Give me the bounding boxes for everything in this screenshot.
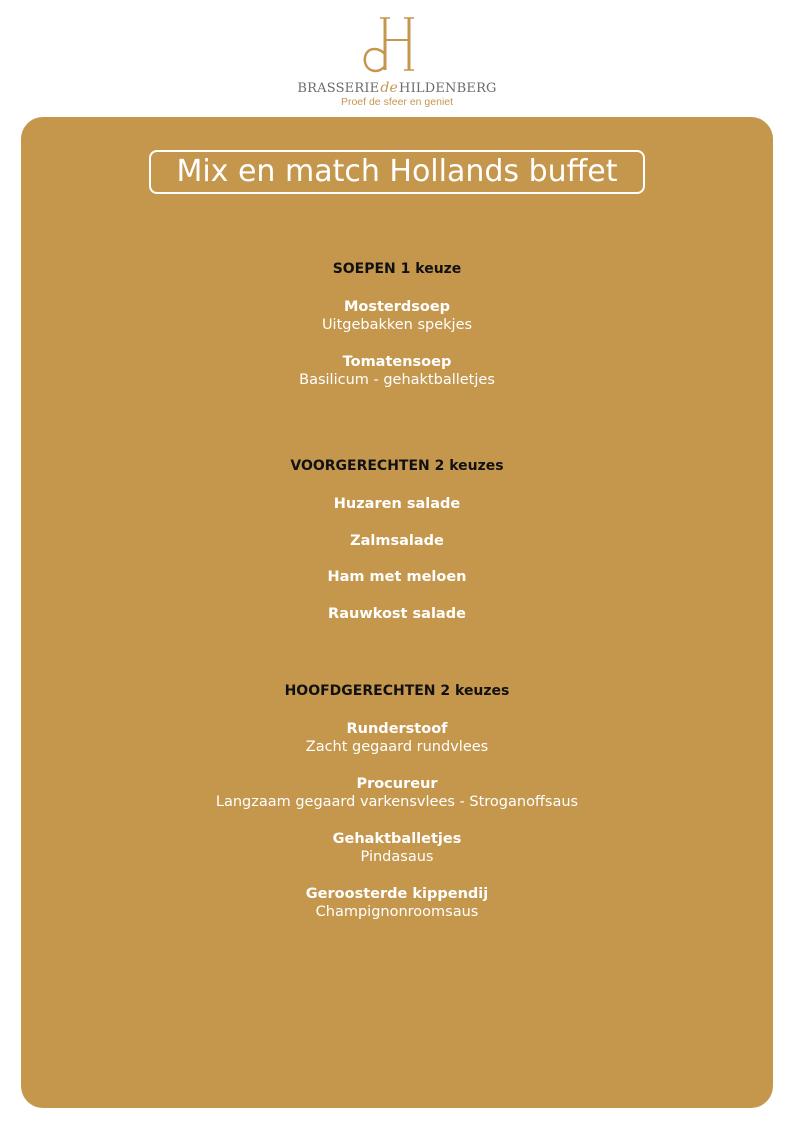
dish-description: Uitgebakken spekjes [321,317,473,333]
menu-card [21,117,773,1108]
dish-name: Rauwkost salade [328,606,466,622]
dish-description: Zacht gegaard rundvlees [305,739,489,755]
dish-name: Tomatensoep [342,354,452,370]
menu-title-box [149,150,645,194]
dish-name: Gehaktballetjes [332,831,462,847]
menu-title: Mix en match Hollands buffet [176,154,618,189]
brand-name-left: BRASSERIE [297,81,380,96]
dish-item [21,298,773,334]
brand-name-de: de [380,80,399,96]
dish-item [21,885,773,921]
dish-description: Langzaam gegaard varkensvlees - Stroganoffsaus [215,794,579,810]
dish-description: Pindasaus [360,849,434,865]
dish-name: Huzaren salade [333,496,461,512]
dish-item [21,720,773,756]
dish-item [21,568,773,586]
dish-name: Zalmsalade [350,533,444,549]
dish-name: Ham met meloen [327,569,467,585]
dish-item [21,830,773,866]
dish-name: Runderstoof [346,721,448,737]
dish-description: Basilicum - gehaktballetjes [299,372,495,388]
dish-description: Champignonroomsaus [315,904,479,920]
dish-name: Mosterdsoep [343,299,451,315]
dish-item [21,495,773,513]
dish-item [21,775,773,811]
brand-name-right: HILDENBERG [399,81,497,96]
dish-name: Procureur [356,776,438,792]
brand-logo [0,0,794,112]
dish-item [21,532,773,550]
dh-monogram-logo [355,14,425,78]
section-heading-voorgerechten: VOORGERECHTEN 2 keuzes [290,458,504,474]
dish-item [21,605,773,623]
brand-name [0,80,794,96]
dish-item [21,353,773,389]
section-heading-hoofdgerechten: HOOFDGERECHTEN 2 keuzes [284,683,510,699]
section-heading-soepen: SOEPEN 1 keuze [332,261,462,277]
brand-tagline: Proef de sfeer en geniet [340,96,454,108]
dish-name: Geroosterde kippendij [305,886,489,902]
